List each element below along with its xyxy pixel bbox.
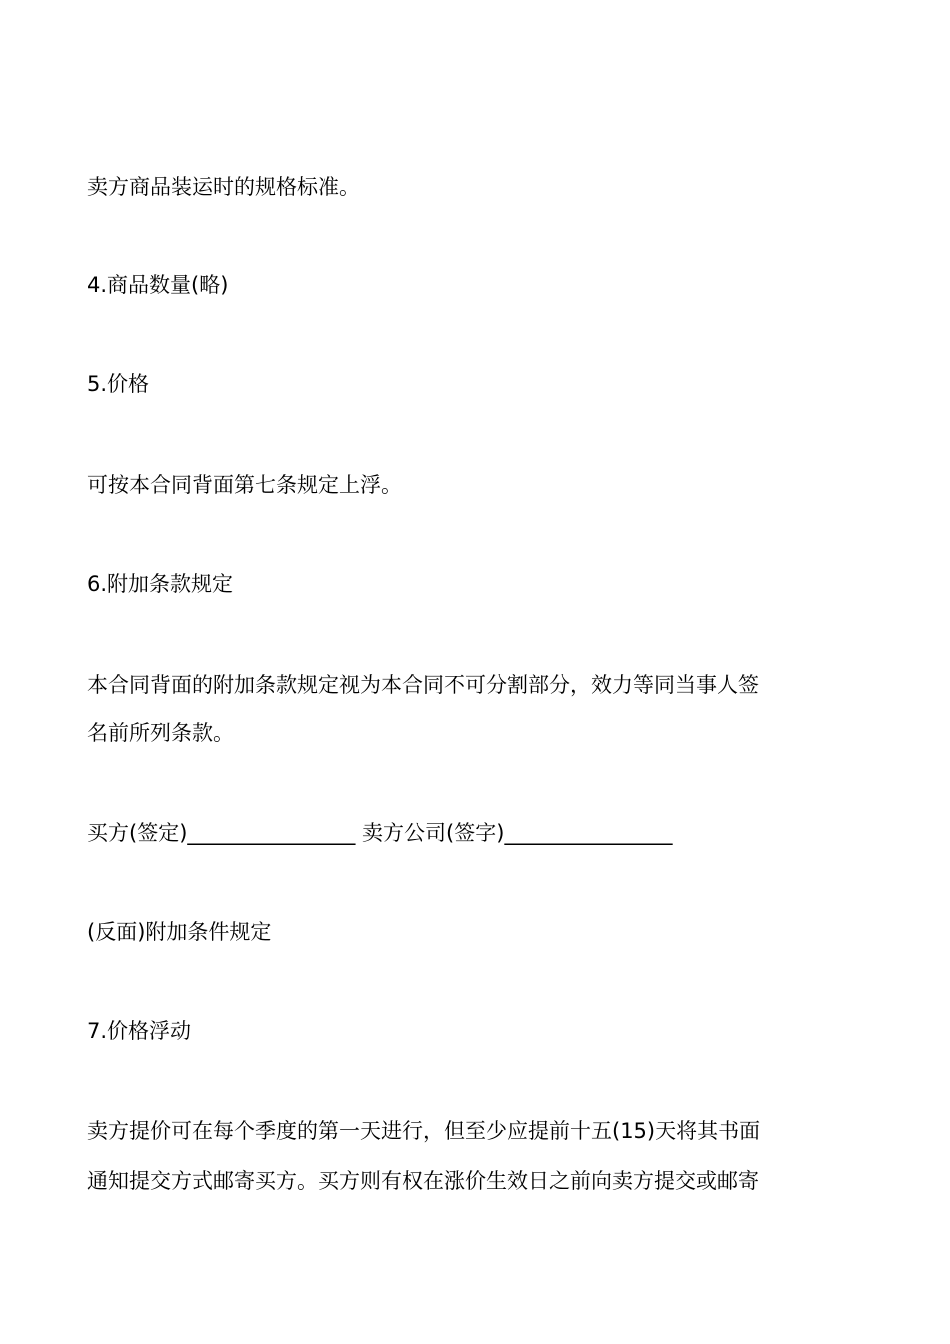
paragraph-additional-terms-line1: 本合同背面的附加条款规定视为本合同不可分割部分，效力等同当事人签	[87, 673, 759, 697]
paragraph-spec-standard: 卖方商品装运时的规格标准。	[87, 175, 360, 199]
heading-price: 5.价格	[87, 372, 150, 396]
heading-price-fluctuation: 7.价格浮动	[87, 1019, 192, 1043]
paragraph-price-increase-line2: 通知提交方式邮寄买方。买方则有权在涨价生效日之前向卖方提交或邮寄	[87, 1169, 759, 1193]
paragraph-price-increase-line1: 卖方提价可在每个季度的第一天进行，但至少应提前十五(15)天将其书面	[87, 1119, 761, 1143]
paragraph-additional-terms-line2: 名前所列条款。	[87, 721, 234, 745]
heading-quantity: 4.商品数量(略)	[87, 273, 229, 297]
signature-line: 买方(签定)________________ 卖方公司(签字)________________	[87, 821, 673, 845]
heading-additional-terms: 6.附加条款规定	[87, 572, 234, 596]
heading-reverse-conditions: (反面)附加条件规定	[87, 920, 272, 944]
paragraph-price-float: 可按本合同背面第七条规定上浮。	[87, 473, 402, 497]
